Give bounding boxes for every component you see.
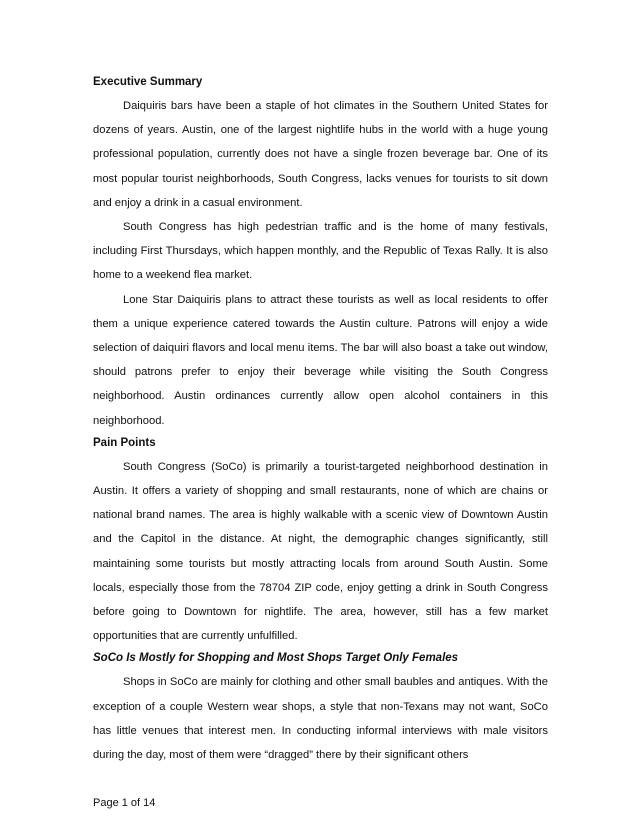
page-number-footer: Page 1 of 14 [93,797,156,809]
section-heading-executive-summary: Executive Summary [93,76,203,88]
paragraph: Lone Star Daiquiris plans to attract these tourists as well as local residents to offer them a unique experience catered towards the Austin culture. Patrons will enjoy a wide selection of daiquiri flavors and local menu items. The bar will also boast a take out window, should patrons prefer to enjoy their beverage while visiting the South Congress neighborhood. Austin ordinances currently allow open alcohol containers in this neighborhood. [93,293,548,427]
paragraph: South Congress has high pedestrian traffic and is the home of many festivals, including First Thursdays, which happen monthly, and the Republic of Texas Rally. It is also home to a weekend flea market. [93,221,548,282]
paragraph: Shops in SoCo are mainly for clothing and other small baubles and antiques. With the exception of a couple Western wear shops, a style that non-Texans may not want, SoCo has little venues that interest men. In conducting informal interviews with male visitors during the day, most of them were “dragged” there by their significant others [93,676,548,762]
subsection-heading: SoCo Is Mostly for Shopping and Most Shops Target Only Females [93,652,459,665]
paragraph: Daiquiris bars have been a staple of hot climates in the Southern United States for dozens of years. Austin, one of the largest nightlife hubs in the world with a huge young professional population, currently does not have a single frozen beverage bar. One of its most popular tourist neighborhoods, South Congress, lacks venues for tourists to sit down and enjoy a drink in a casual environment. [93,100,548,209]
section-heading-pain-points: Pain Points [93,436,156,449]
paragraph: South Congress (SoCo) is primarily a tourist-targeted neighborhood destination in Austin. It offers a variety of shopping and small restaurants, none of which are chains or national brand names. The area is highly walkable with a scenic view of Downtown Austin and the Capitol in the distance. At night, the demographic changes significantly, still maintaining some tourists but mostly attracting locals from around South Austin. Some locals, especially those from the 78704 ZIP code, enjoy getting a drink in South Congress before going to Downtown for nightlife. The area, however, still has a few market opportunities that are currently unfulfilled. [93,460,548,643]
